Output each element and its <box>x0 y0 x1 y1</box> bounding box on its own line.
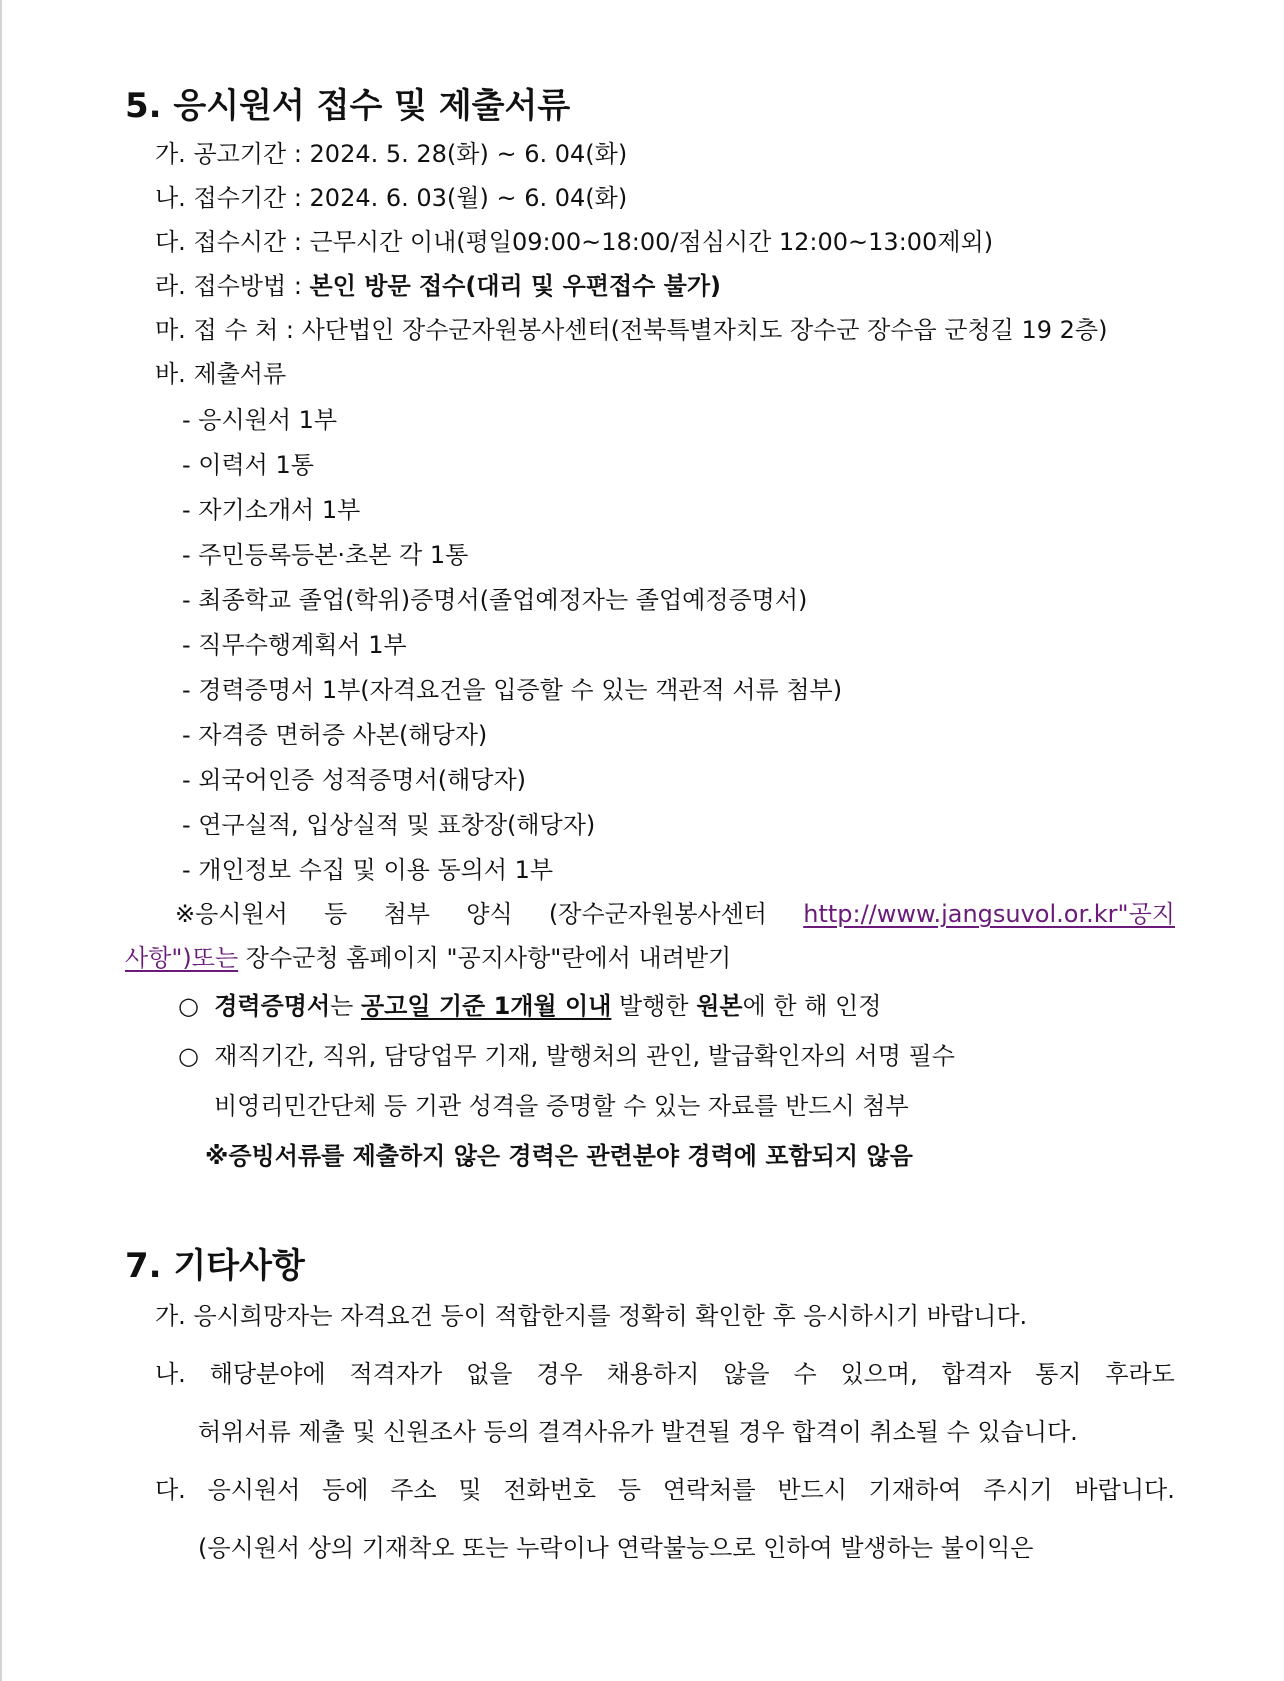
bullet-bold: 경력증명서 <box>214 992 331 1020</box>
word: 통지 <box>1035 1360 1082 1388</box>
item-7-ga: 가. 응시희망자는 자격요건 등이 적합한지를 정확히 확인한 후 응시하시기 바랍니다. <box>155 1302 1028 1330</box>
word: 반드시 <box>777 1476 847 1504</box>
word: 기재하여 <box>868 1476 962 1504</box>
item-value: 근무시간 이내(평일09:00~18:00/점심시간 12:00~13:00제외) <box>309 228 994 256</box>
document-item: - 개인정보 수집 및 이용 동의서 1부 <box>182 856 554 884</box>
document-item: - 외국어인증 성적증명서(해당자) <box>182 766 527 794</box>
word: 주시기 <box>983 1476 1053 1504</box>
note-word: 첨부 <box>383 900 430 928</box>
notice-link[interactable]: 사항")또는 <box>125 944 239 972</box>
note-rest: 장수군청 홈페이지 "공지사항"란에서 내려받기 <box>238 944 732 972</box>
document-item: - 최종학교 졸업(학위)증명서(졸업예정자는 졸업예정증명서) <box>182 586 808 614</box>
word: 및 <box>458 1476 482 1504</box>
item-value: 본인 방문 접수(대리 및 우편접수 불가) <box>309 272 722 300</box>
form-note-line1 <box>175 900 1175 929</box>
link-tail: "공지 <box>1117 900 1175 928</box>
word: 등 <box>617 1476 642 1504</box>
document-item: - 직무수행계획서 1부 <box>182 631 407 659</box>
word: 응시원서 <box>207 1476 301 1504</box>
item-7-da-line2: (응시원서 상의 기재착오 또는 누락이나 연락불능으로 인하여 발생하는 불이익은 <box>198 1534 1034 1562</box>
item-label: 다. 접수시간 <box>155 228 287 256</box>
item-value: 2024. 5. 28(화) ~ 6. 04(화) <box>309 140 628 168</box>
volunteer-center-link[interactable] <box>803 900 1175 929</box>
warning-note: ※증빙서류를 제출하지 않은 경력은 관련분야 경력에 포함되지 않음 <box>205 1142 913 1170</box>
item-label: 라. 접수방법 <box>155 272 287 300</box>
item-label: 가. 공고기간 <box>155 140 287 168</box>
document-item: - 이력서 1통 <box>182 451 314 479</box>
page-left-edge <box>0 0 2 1681</box>
word: 적격자가 <box>349 1360 443 1388</box>
bullet-text: 발행한 <box>611 992 697 1020</box>
bullet-bold-underlined: 공고일 기준 1개월 이내 <box>360 992 612 1020</box>
item-da-reception-hours: 다. 접수시간 : 근무시간 이내(평일09:00~18:00/점심시간 12:00~13:00제외) <box>155 228 994 256</box>
word: 경우 <box>536 1360 583 1388</box>
note-word: 양식 <box>466 900 513 928</box>
bullet-required-details <box>178 1042 955 1071</box>
word: 전화번호 <box>503 1476 597 1504</box>
item-7-na-line2: 허위서류 제출 및 신원조사 등의 결격사유가 발견될 경우 합격이 취소될 수 있습니다. <box>198 1418 1078 1446</box>
word: 않을 <box>723 1360 770 1388</box>
note-word: ※응시원서 <box>175 900 288 928</box>
word: 다. <box>155 1476 186 1504</box>
word: 주소 <box>390 1476 437 1504</box>
item-na-reception-period: 나. 접수기간 : 2024. 6. 03(월) ~ 6. 04(화) <box>155 184 628 212</box>
item-label: 마. 접 수 처 <box>155 316 279 344</box>
note-word: (장수군자원봉사센터 <box>548 900 767 928</box>
section-7-title: 7. 기타사항 <box>125 1246 305 1286</box>
word: 등에 <box>322 1476 369 1504</box>
form-note-line2 <box>125 944 731 973</box>
document-item: - 주민등록등본·초본 각 1통 <box>182 541 469 569</box>
item-7-da <box>155 1476 1175 1505</box>
word: 채용하지 <box>606 1360 700 1388</box>
item-value: 사단법인 장수군자원봉사센터(전북특별자치도 장수군 장수읍 군청길 19 2층) <box>301 316 1108 344</box>
section-5-title: 5. 응시원서 접수 및 제출서류 <box>125 86 571 126</box>
word: 해당분야에 <box>209 1360 326 1388</box>
word: 합격자 <box>941 1360 1012 1388</box>
document-item: - 경력증명서 1부(자격요건을 입증할 수 있는 객관적 서류 첨부) <box>182 676 843 704</box>
circle-bullet-icon: ○ <box>178 992 199 1020</box>
word: 바랍니다. <box>1074 1476 1175 1504</box>
bullet-text: 재직기간, 직위, 담당업무 기재, 발행처의 관인, 발급확인자의 서명 필수 <box>214 1042 955 1070</box>
bullet-text: 에 한 해 인정 <box>742 992 882 1020</box>
document-item: - 응시원서 1부 <box>182 406 338 434</box>
word: 수 <box>793 1360 817 1388</box>
bullet-bold: 원본 <box>696 992 743 1020</box>
bullet-required-details-line2: 비영리민간단체 등 기관 성격을 증명할 수 있는 자료를 반드시 첨부 <box>214 1092 909 1120</box>
bullet-experience-certificate <box>178 992 881 1021</box>
word: 나. <box>155 1360 186 1388</box>
word: 후라도 <box>1105 1360 1175 1388</box>
item-ra-reception-method: 라. 접수방법 : 본인 방문 접수(대리 및 우편접수 불가) <box>155 272 722 300</box>
item-value: 2024. 6. 03(월) ~ 6. 04(화) <box>309 184 628 212</box>
bullet-text: 는 <box>330 992 361 1020</box>
word: 있으며, <box>840 1360 918 1388</box>
document-item: - 자격증 면허증 사본(해당자) <box>182 721 488 749</box>
document-item: - 자기소개서 1부 <box>182 496 361 524</box>
word: 없을 <box>466 1360 513 1388</box>
item-ba-documents-label: 바. 제출서류 <box>155 360 287 388</box>
circle-bullet-icon: ○ <box>178 1042 199 1070</box>
item-label: 나. 접수기간 <box>155 184 287 212</box>
document-item: - 연구실적, 입상실적 및 표창장(해당자) <box>182 811 596 839</box>
word: 연락처를 <box>662 1476 756 1504</box>
link-url: http://www.jangsuvol.or.kr <box>803 900 1118 928</box>
item-ma-reception-place: 마. 접 수 처 : 사단법인 장수군자원봉사센터(전북특별자치도 장수군 장수읍 군청길 19 2층) <box>155 316 1108 344</box>
item-7-na <box>155 1360 1175 1389</box>
item-ga-posting-period: 가. 공고기간 : 2024. 5. 28(화) ~ 6. 04(화) <box>155 140 628 168</box>
note-word: 등 <box>324 900 348 928</box>
